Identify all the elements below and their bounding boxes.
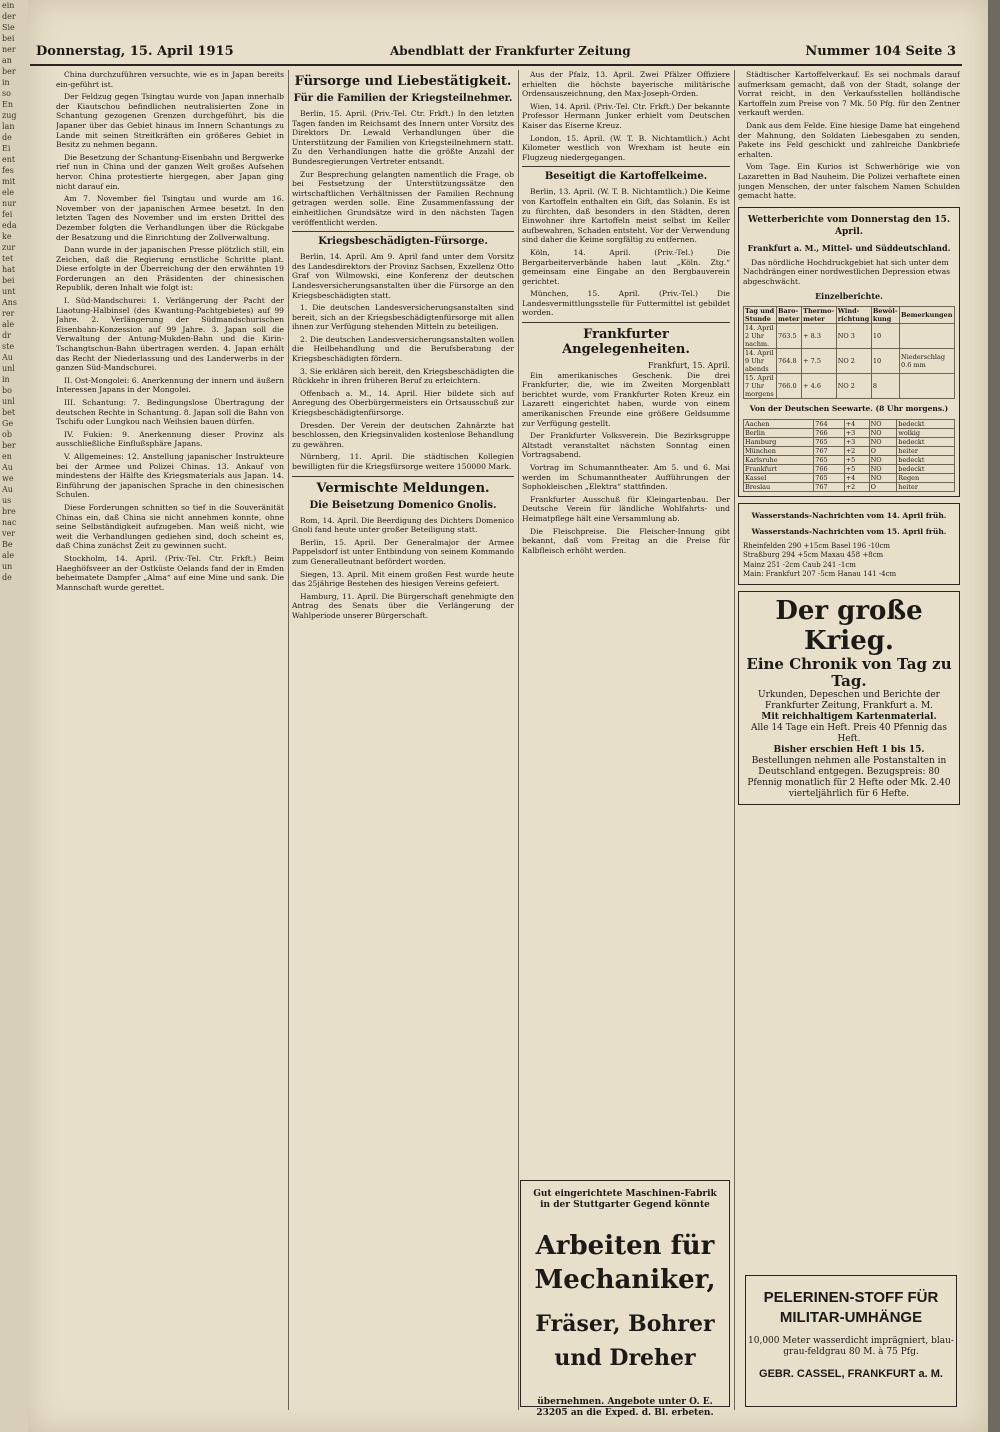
table-cell: 763.5 xyxy=(777,323,802,348)
table-cell: bedeckt xyxy=(897,419,955,428)
table-cell: 14. April 9 Uhr abends xyxy=(744,348,777,373)
table-cell: München xyxy=(744,446,814,455)
previous-page-fragment: Ans xyxy=(2,298,18,307)
article-paragraph: Dann wurde in der japanischen Presse plötzlich still, ein Zeichen, daß die Regierung ernstliche Schritte plant. Diese erfolgte in der Überreichung der den erwähnten 19 Forderungen an den Präsidenten der chinesischen Republik, deren Inhalt wie folgt ist: xyxy=(56,245,284,293)
table-cell: NO xyxy=(869,455,897,464)
table-cell: bedeckt xyxy=(897,455,955,464)
article-paragraph: Diese Forderungen schnitten so tief in die Souveränität Chinas ein, daß China sie nicht annehmen konnte, ohne seine Selbständigkeit aufzugeben. Man weiß nicht, wie weit die Verhandlungen gediehen sind, doch scheint es, daß China zunächst Zeit zu gewinnen sucht. xyxy=(56,502,284,551)
water-line: Main: Frankfurt 207 -5cm Hanau 141 -4cm xyxy=(743,570,897,579)
previous-page-fragment: tet xyxy=(2,254,14,263)
table-cell: Hamburg xyxy=(744,437,814,446)
table-cell: heiter xyxy=(897,446,955,455)
article-paragraph: Vom Tage. Ein Kurios ist Schwerhörige wie von Lazaretten in Bad Nauheim. Die Polizei verhaftete einen jungen Menschen, der unter falschem Namen Schulden gemacht hatte. xyxy=(738,162,960,201)
table-cell: + 8.3 xyxy=(802,323,837,348)
previous-page-fragment: bre xyxy=(2,507,16,516)
weather-col-header: Bemerkungen xyxy=(900,306,955,323)
article-paragraph: Frankfurter Ausschuß für Kleingartenbau. Der Deutsche Verein für ländliche Wohlfahrts- und Heimatpflege hält eine Versammlung ab. xyxy=(522,494,730,523)
weather-table-title: Einzelberichte. xyxy=(815,290,883,301)
ad-title: Der große Krieg. xyxy=(775,595,923,656)
station-row xyxy=(744,446,955,455)
article-lead: China durchzuführen versuchte, wie es in Japan bereits ein-geführt ist. xyxy=(56,70,284,89)
table-cell: Karlsruhe xyxy=(744,455,814,464)
article-paragraph: München, 15. April. (Priv.-Tel.) Die Landesvermittlungsstelle für Futtermittel ist gebildet worden. xyxy=(522,289,730,318)
ad-text: Urkunden, Depeschen und Berichte der Frankfurter Zeitung, Frankfurt a. M. xyxy=(758,689,940,711)
table-cell: NO 2 xyxy=(836,348,871,373)
previous-page-fragment: Au xyxy=(2,463,13,472)
table-cell: +2 xyxy=(844,482,869,491)
previous-page-fragment: Ge xyxy=(2,419,14,428)
table-cell: bedeckt xyxy=(897,437,955,446)
article-paragraph: Berlin, 15. April. Der Generalmajor der Armee Pappelsdorf ist unter Entbindung von seinem Kommando zum Generalleutnant befördert worden. xyxy=(292,537,514,566)
previous-page-fragment: in xyxy=(2,78,10,87)
previous-page-fragment: ob xyxy=(2,430,12,439)
table-cell: NO xyxy=(869,419,897,428)
previous-page-fragment: so xyxy=(2,89,11,98)
table-cell: NO xyxy=(869,473,897,482)
station-row xyxy=(744,437,955,446)
table-cell: 14. April 2 Uhr nachm. xyxy=(744,323,777,348)
table-cell: + 7.5 xyxy=(802,348,837,373)
previous-page-fragment: hat xyxy=(2,265,16,274)
station-row xyxy=(744,464,955,473)
table-cell: 15. April 7 Uhr morgens xyxy=(744,373,777,398)
previous-page-fragment: bo xyxy=(2,386,12,395)
previous-page-fragment: ale xyxy=(2,320,15,329)
previous-page-fragment: ver xyxy=(2,529,16,538)
table-cell: Regen xyxy=(897,473,955,482)
previous-page-fragment: En xyxy=(2,100,13,109)
article-paragraph: Rom, 14. April. Die Beerdigung des Dichters Domenico Gnoli fand heute unter großer Beteiligung statt. xyxy=(292,515,514,535)
previous-page-fragment: de xyxy=(2,133,12,142)
table-cell: NO 3 xyxy=(836,323,871,348)
article-paragraph: Wien, 14. April. (Priv.-Tel. Ctr. Frkft.) Der bekannte Professor Hermann Junker erhielt vom Deutschen Kaiser das Eiserne Kreuz. xyxy=(522,101,730,130)
weather-col-header: Wind-richtung xyxy=(836,306,871,323)
table-cell: + 4.6 xyxy=(802,373,837,398)
station-row xyxy=(744,428,955,437)
article-paragraph: Nürnberg, 11. April. Die städtischen Kollegien bewilligten für die Kriegsfürsorge weitere 150000 Mark. xyxy=(292,452,514,471)
table-cell: Berlin xyxy=(744,428,814,437)
table-cell: bedeckt xyxy=(897,464,955,473)
table-cell: 8 xyxy=(871,373,899,398)
weather-col-header: Tag und Stunde xyxy=(744,306,777,323)
column-4 xyxy=(738,70,960,1420)
weather-col-header: Baro-meter xyxy=(777,306,802,323)
article-paragraph: Am 7. November fiel Tsingtau und wurde am 16. November von der japanischen Armee besetzt. In den letzten Tagen des November und im ersten Drittel des Dezember folgten die Verhandlungen über die Rückgabe der Besatzung und die Einrichtung der Zollverwaltung. xyxy=(56,194,284,242)
section-heading-frankfurter: Frankfurter Angelegenheiten. xyxy=(562,327,690,358)
previous-page-fragment: Be xyxy=(2,540,13,549)
table-row xyxy=(744,373,955,398)
table-cell xyxy=(900,323,955,348)
table-cell: 765 xyxy=(814,437,844,446)
table-cell: +2 xyxy=(844,446,869,455)
previous-page-fragment: Au xyxy=(2,353,13,362)
previous-page-fragment: ber xyxy=(2,67,16,76)
ad-text3: Alle 14 Tage ein Heft. Preis 40 Pfennig das Heft. xyxy=(751,722,947,744)
table-cell: Aachen xyxy=(744,419,814,428)
table-cell: +4 xyxy=(844,473,869,482)
article-paragraph: 2. Die deutschen Landesversicherungsanstalten wollen die Heilbehandlung und die Berufsberatung der Kriegsbeschädigten fördern. xyxy=(292,334,514,364)
article-paragraph: Der Feldzug gegen Tsingtau wurde von Japan innerhalb der Kiautschou befindlichen neutralisierten Zone in Schantung gezogenen Grenzen durchgeführt, bis die Japaner über das Gebiet hinaus im Innern Schantungs zu Lande mit seinen Streitkräften ein größeres Gebiet in Besitz zu nehmen begann. xyxy=(56,92,284,150)
table-row xyxy=(744,348,955,373)
masthead-title: Abendblatt der Frankfurter Zeitung xyxy=(390,44,631,58)
previous-page-edge xyxy=(0,0,30,1432)
previous-page-fragment: bet xyxy=(2,408,16,417)
table-cell: Niederschlag 0.6 mm xyxy=(900,348,955,373)
ad-maschinen-fabrik xyxy=(520,1180,730,1418)
table-cell: NO xyxy=(869,437,897,446)
table-cell: NO xyxy=(869,464,897,473)
weather-note: Das nördliche Hochdruckgebiet hat sich unter dem Nachdrängen einer nordwestlichen Depression etwas abgeschwächt. xyxy=(743,257,951,286)
subheading-familien: Für die Familien der Kriegsteilnehmer. xyxy=(293,93,513,104)
weather-title: Wetterberichte vom Donnerstag den 15. April. xyxy=(747,214,951,237)
article-paragraph: V. Allgemeines: 12. Anstellung japanischer Instrukteure bei der Armee und Polizei Chinas. 13. Ankauf von mindestens der Hälfte des Kriegsmaterials aus Japan. 14. Einführung der japanischen Sprache in den chinesischen Schulen. xyxy=(56,451,284,500)
table-cell: Kassel xyxy=(744,473,814,482)
previous-page-fragment: Ei xyxy=(2,144,11,153)
ad-text4: Bisher erschien Heft 1 bis 15. xyxy=(773,744,925,755)
article-paragraph: Die Fleischpreise. Die Fleischer-Innung gibt bekannt, daß vom Freitag an die Preise für Kalbfleisch erhöht werden. xyxy=(522,526,730,555)
table-cell: 767 xyxy=(814,482,844,491)
table-cell: 766 xyxy=(814,428,844,437)
previous-page-fragment: ste xyxy=(2,342,15,351)
table-cell: 766.0 xyxy=(777,373,802,398)
table-cell: 765 xyxy=(814,473,844,482)
seewarte-title: Von der Deutschen Seewarte. (8 Uhr morgens.) xyxy=(749,403,949,413)
article-paragraph: III. Schantung: 7. Bedingungslose Übertragung der deutschen Rechte in Schantung. 8. Japan soll die Bahn von Tschifu oder Lungkou nach Weihsien bauen dürfen. xyxy=(56,398,284,427)
article-paragraph: IV. Fukien: 9. Anerkennung dieser Provinz als ausschließliche Einflußsphäre Japans. xyxy=(56,429,284,449)
ad3-big2: Fräser, Bohrer und Dreher xyxy=(535,1311,715,1371)
ad-der-grosse-krieg xyxy=(738,591,960,805)
previous-page-fragment: unl xyxy=(2,397,15,406)
article-paragraph: Dresden. Der Verein der deutschen Zahnärzte hat beschlossen, den Kriegsinvaliden kostenlose Behandlung zu gewähren. xyxy=(292,420,514,449)
table-cell: Frankfurt xyxy=(744,464,814,473)
previous-page-fragment: mit xyxy=(2,177,16,186)
masthead-page-number: Nummer 104 Seite 3 xyxy=(805,44,956,59)
ad2-text: 10,000 Meter wasserdicht imprägniert, blau-grau-feldgrau 80 M. à 75 Pfg. xyxy=(748,1336,954,1357)
previous-page-fragment: rer xyxy=(2,309,15,318)
dateline: Frankfurt, 15. April. xyxy=(647,361,730,371)
ad-text5: Bestellungen nehmen alle Postanstalten in Deutschland entgegen. Bezugspreis: 80 Pfennig monatlich für 2 Hefte oder Mk. 2.40 vierteljährlich für 6 Hefte. xyxy=(747,755,951,799)
article-paragraph: Vortrag im Schumanntheater. Am 5. und 6. Mai werden im Schumanntheater Aufführungen der Sophokleischen „Elektra“ stattfinden. xyxy=(522,463,730,492)
water-line: Straßburg 294 +5cm Maxau 458 +8cm xyxy=(743,551,884,560)
previous-page-fragment: we xyxy=(2,474,14,483)
previous-page-fragment: ner xyxy=(2,45,16,54)
previous-page-fragment: bei xyxy=(2,276,15,285)
ad-text2: Mit reichhaltigem Kartenmaterial. xyxy=(761,711,937,722)
article-paragraph: Köln, 14. April. (Priv.-Tel.) Die Bergarbeiterverbände haben laut „Köln. Ztg.“ gemeinsam eine Eingabe an den Bergbauverein gerichtet. xyxy=(522,247,730,286)
weather-col-header: Thermo-meter xyxy=(802,306,837,323)
ad-subtitle: Eine Chronik von Tag zu Tag. xyxy=(746,654,952,690)
ad3-line1: Gut eingerichtete Maschinen-Fabrik in der Stuttgarter Gegend könnte xyxy=(533,1189,717,1210)
table-cell: 765 xyxy=(814,455,844,464)
article-paragraph: 1. Die deutschen Landesversicherungsanstalten sind bereit, sich an der Kriegsbeschädigtenfürsorge mit allen ihnen zur Verfügung stehenden Mitteln zu beteiligen. xyxy=(292,303,514,332)
table-cell: O xyxy=(869,446,897,455)
article-paragraph: Berlin, 13. April. (W. T. B. Nichtamtlich.) Die Keime von Kartoffeln enthalten ein Gift, das Solanin. Es ist zu fürchten, daß besonders in den Städten, deren Einwohner ihre Kartoffeln meist selbst im Keller aufbewahren, Schaden entsteht. Vor der Verwendung sind daher die Keime sorgfältig zu entfernen. xyxy=(522,187,730,245)
previous-page-fragment: fei xyxy=(2,210,13,219)
previous-page-fragment: ber xyxy=(2,441,16,450)
ad2-firm: GEBR. CASSEL, FRANKFURT a. M. xyxy=(759,1368,943,1380)
previous-page-fragment: bei xyxy=(2,34,15,43)
article-paragraph: Aus der Pfalz, 13. April. Zwei Pfälzer Offiziere erhielten die höchste bayerische militärische Ordensauszeichnung, den Max-Joseph-Orden. xyxy=(522,70,730,99)
table-cell: 764.8 xyxy=(777,348,802,373)
previous-page-fragment: us xyxy=(2,496,12,505)
water-title-2: Wasserstands-Nachrichten vom 15. April früh. xyxy=(751,526,947,536)
stations-table xyxy=(743,419,955,492)
article-paragraph: Siegen, 13. April. Mit einem großen Fest wurde heute das 25jährige Bestehen des hiesigen Vereins gefeiert. xyxy=(292,569,514,589)
water-title-1: Wasserstands-Nachrichten vom 14. April früh. xyxy=(751,510,947,520)
table-cell: +4 xyxy=(844,419,869,428)
previous-page-fragment: lan xyxy=(2,122,15,131)
table-cell: wolkig xyxy=(897,428,955,437)
article-paragraph: Stockholm, 14. April. (Priv.-Tel. Ctr. Frkft.) Beim Haeghöfsveer an der Ostküste Oelands fand der in Emden beheimatete Dampfer „Alma“ auf eine Mine und sank. Die Mannschaft wurde gerettet. xyxy=(56,553,284,592)
column-2 xyxy=(292,70,514,1420)
article-paragraph: Berlin, 14. April. Am 9. April fand unter dem Vorsitz des Landesdirektors der Provinz Sachsen, Exzellenz Otto Graf von Wilmowski, eine Konferenz der deutschen Landesversicherungsanstalten über die Fürsorge an den Kriegsbeschädigten statt. xyxy=(292,252,514,300)
article-paragraph: Städtischer Kartoffelverkauf. Es sei nochmals darauf aufmerksam gemacht, daß von der Stadt, solange der Vorrat reicht, in den Verkaufsstellen holländische Kartoffeln zum Preise von 7 Mk. 50 Pfg. für den Zentner verkauft werden. xyxy=(738,70,960,118)
previous-page-fragment: Sie xyxy=(2,23,15,32)
table-cell: NO 2 xyxy=(836,373,871,398)
weather-subtitle: Frankfurt a. M., Mittel- und Süddeutschland. xyxy=(747,242,951,253)
table-cell: NO xyxy=(869,428,897,437)
previous-page-fragment: zur xyxy=(2,243,16,252)
previous-page-fragment: der xyxy=(2,12,16,21)
previous-page-fragment: nac xyxy=(2,518,17,527)
table-cell xyxy=(900,373,955,398)
table-cell: Breslau xyxy=(744,482,814,491)
water-line: Rheinfelden 290 +15cm Basel 196 -10cm xyxy=(743,541,891,550)
column-rule xyxy=(288,70,289,1410)
article-paragraph: Ein amerikanisches Geschenk. Die drei Frankfurter, die, wie im Zweiten Morgenblatt berichtet wurde, vom Frankfurter Roten Kreuz ein Lazarett eingerichtet haben, wurde von einem amerikanischen Freunde eine größere Geldsumme zur Verfügung gestellt. xyxy=(522,370,730,428)
subheading-kriegsbeschaedigte: Kriegsbeschädigten-Fürsorge. xyxy=(318,236,488,248)
table-cell: 767 xyxy=(814,446,844,455)
previous-page-fragment: ale xyxy=(2,551,15,560)
subheading-gnoli: Die Beisetzung Domenico Gnolis. xyxy=(309,499,497,511)
table-cell: +3 xyxy=(844,437,869,446)
previous-page-fragment: in xyxy=(2,375,10,384)
station-row xyxy=(744,455,955,464)
weather-table xyxy=(743,306,955,399)
table-cell: 764 xyxy=(814,419,844,428)
table-cell: 10 xyxy=(871,323,899,348)
previous-page-fragment: ein xyxy=(2,1,15,10)
previous-page-fragment: unl xyxy=(2,364,15,373)
table-cell: O xyxy=(869,482,897,491)
article-paragraph: Berlin, 15. April. (Priv.-Tel. Ctr. Frkft.) In den letzten Tagen fanden im Reichsamt des Innern unter Vorsitz des Direktors Dr. Lewald Verhandlungen über die Unterstützung der Familien von Kriegsteilnehmern statt. Zu den Verhandlungen hatte die größte Anzahl der Bundesregierungen Vertreter entsandt. xyxy=(292,109,514,166)
weather-col-header: Bewöl-kung xyxy=(872,306,898,323)
previous-page-fragment: ent xyxy=(2,155,16,164)
station-row xyxy=(744,473,955,482)
previous-page-fragment: ke xyxy=(2,232,12,241)
station-row xyxy=(744,419,955,428)
article-paragraph: Zur Besprechung gelangten namentlich die Frage, ob bei Festsetzung der Unterstützungssätze den wirtschaftlichen Verhältnissen der Familien Rechnung getragen werden solle. Eine Zusammenfassung der einheitlichen Grundsätze wird in den nächsten Tagen veröffentlicht werden. xyxy=(292,169,514,227)
article-paragraph: I. Süd-Mandschurei: 1. Verlängerung der Pacht der Liaotung-Halbinsel (des Kwantung-Pachtgebietes) auf 99 Jahre. 2. Verlängerung der Südmandschurischen Eisenbahn-Konzession auf 99 Jahre. 3. Japan soll die Verwaltung der Antung-Mukden-Bahn und die Kirin-Tschangtschun-Bahn übertragen werden. 4. Japan erhält das Recht der Niederlassung und des Landerwerbs in der ganzen Süd-Mandschurei. xyxy=(56,296,284,373)
table-cell: +5 xyxy=(844,455,869,464)
table-cell: heiter xyxy=(897,482,955,491)
column-rule xyxy=(734,70,735,1410)
previous-page-fragment: de xyxy=(2,573,12,582)
previous-page-fragment: unt xyxy=(2,287,16,296)
section-heading-vermischte: Vermischte Meldungen. xyxy=(316,480,490,496)
table-cell: 766 xyxy=(814,464,844,473)
table-cell: 10 xyxy=(871,348,899,373)
previous-page-fragment: fes xyxy=(2,166,14,175)
previous-page-fragment: eda xyxy=(2,221,17,230)
table-cell: +5 xyxy=(844,464,869,473)
masthead-date: Donnerstag, 15. April 1915 xyxy=(36,44,234,59)
masthead xyxy=(30,42,962,66)
previous-page-fragment: ele xyxy=(2,188,15,197)
previous-page-fragment: en xyxy=(2,452,12,461)
ad3-line2: übernehmen. Angebote unter O. E. 23205 an die Exped. d. Bl. erbeten. xyxy=(536,1397,714,1418)
previous-page-fragment: dr xyxy=(2,331,11,340)
section-heading-fuersorge: Fürsorge und Liebestätigkeit. xyxy=(294,74,512,89)
previous-page-fragment: zug xyxy=(2,111,17,120)
article-paragraph: II. Ost-Mongolei: 6. Anerkennung der innern und äußern Interessen Japans in der Mongolei. xyxy=(56,375,284,395)
previous-page-fragment: nur xyxy=(2,199,17,208)
article-paragraph: Offenbach a. M., 14. April. Hier bildete sich auf Anregung des Oberbürgermeisters ein Ortsausschuß zur Kriegsbeschädigtenfürsorge. xyxy=(292,388,514,418)
previous-page-fragment: Au xyxy=(2,485,13,494)
subheading-kartoffelkeime: Beseitigt die Kartoffelkeime. xyxy=(544,171,708,183)
ad-pelerinen xyxy=(745,1275,957,1407)
article-paragraph: Dank aus dem Felde. Eine hiesige Dame hat eingehend der Mahnung, den Soldaten Liebesgaben zu senden, Pakete ins Feld geschickt und zahlreiche Dankbriefe erhalten. xyxy=(738,120,960,159)
ad3-big1: Arbeiten für Mechaniker, xyxy=(534,1231,716,1295)
table-cell: +3 xyxy=(844,428,869,437)
column-rule xyxy=(518,70,519,1410)
previous-page-fragment: an xyxy=(2,56,12,65)
article-paragraph: London, 15. April. (W. T. B. Nichtamtlich.) Acht Kilometer westlich von Wrexham ist heute ein Flugzeug niedergegangen. xyxy=(522,133,730,162)
column-1 xyxy=(56,70,284,1400)
ad2-title: PELERINEN-STOFF FÜR MILITAR-UMHÄNGE xyxy=(763,1289,939,1326)
article-paragraph: Der Frankfurter Volksverein. Die Bezirksgruppe Altstadt veranstaltet nächsten Sonntag einen Vortragsabend. xyxy=(522,431,730,460)
article-paragraph: Die Besetzung der Schantung-Eisenbahn und Bergwerke rief nun in China und der ganzen Welt großes Aufsehen hervor. China protestierte hiergegen, aber Japan ging nicht darauf ein. xyxy=(56,152,284,191)
table-row xyxy=(744,323,955,348)
previous-page-fragment: un xyxy=(2,562,13,571)
article-paragraph: 3. Sie erklären sich bereit, den Kriegsbeschädigten die Rückkehr in ihren früheren Beruf zu erleichtern. xyxy=(292,366,514,386)
water-line: Mainz 251 -2cm Caub 241 -1cm xyxy=(743,560,856,569)
station-row xyxy=(744,482,955,491)
article-paragraph: Hamburg, 11. April. Die Bürgerschaft genehmigte den Antrag des Senats über die Verlängerung der Wahlperiode unserer Bürgerschaft. xyxy=(292,591,514,620)
